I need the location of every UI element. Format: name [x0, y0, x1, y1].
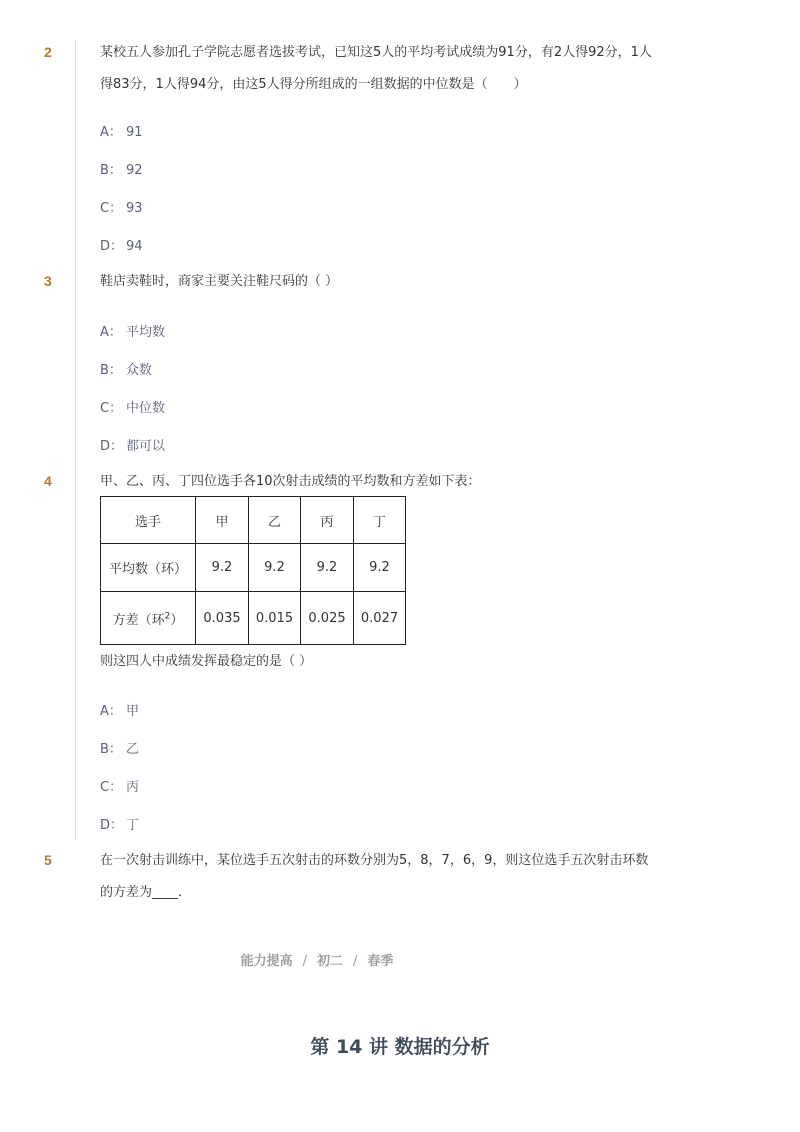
breadcrumb-item: 初二 — [316, 954, 343, 969]
question-text — [100, 37, 660, 101]
table-cell: 丙 — [301, 497, 354, 544]
option-letter: B： — [100, 363, 122, 378]
page-title: 第 14 讲 数据的分析 — [310, 1036, 490, 1058]
option-text: 都可以 — [126, 439, 166, 454]
question-number: 5 — [44, 852, 52, 868]
table-cell: 乙 — [249, 497, 301, 544]
option-a[interactable] — [100, 121, 143, 140]
option-text: 93 — [126, 201, 143, 216]
table-cell: 9.2 — [354, 544, 406, 592]
option-text: 甲 — [126, 704, 140, 719]
breadcrumb-item: 春季 — [367, 954, 394, 969]
table-cell — [101, 592, 196, 645]
option-c[interactable] — [100, 197, 143, 216]
table-cell: 9.2 — [249, 544, 301, 592]
option-text: 众数 — [126, 363, 153, 378]
option-b[interactable] — [100, 159, 143, 178]
question-line: 甲、乙、丙、丁四位选手各10次射击成绩的平均数和方差如下表： — [100, 474, 481, 489]
breadcrumb-separator: / — [353, 954, 358, 969]
option-b[interactable] — [100, 359, 152, 378]
option-letter: A： — [100, 325, 122, 340]
option-text: 丙 — [126, 780, 140, 795]
option-c[interactable] — [100, 397, 165, 416]
question-text — [100, 266, 660, 298]
superscript: 2 — [164, 611, 171, 622]
option-letter: C： — [100, 780, 123, 795]
option-text: 94 — [126, 239, 143, 254]
question-line: 得83分，1人得94分，由这5人得分所组成的一组数据的中位数是（ ） — [100, 77, 527, 92]
option-d[interactable] — [100, 814, 139, 833]
question-text — [100, 466, 660, 498]
table-cell: 选手 — [101, 497, 196, 544]
option-text: 中位数 — [126, 401, 166, 416]
question-text: 则这四人中成绩发挥最稳定的是（ ） — [100, 654, 313, 669]
breadcrumb-separator: / — [302, 954, 307, 969]
option-a[interactable] — [100, 700, 139, 719]
table-row — [101, 592, 406, 645]
option-text: 91 — [126, 125, 143, 140]
table-cell: 平均数（环） — [101, 544, 196, 592]
option-letter: C： — [100, 201, 123, 216]
question-line: 某校五人参加孔子学院志愿者选拔考试，已知这5人的平均考试成绩为91分，有2人得92分，1人 — [100, 45, 652, 60]
table-cell: 甲 — [196, 497, 249, 544]
table-header-row — [101, 497, 406, 544]
table-cell: 0.025 — [301, 592, 354, 645]
option-letter: A： — [100, 125, 122, 140]
option-text: 丁 — [126, 818, 140, 833]
stats-table — [100, 496, 406, 645]
question-line: 鞋店卖鞋时，商家主要关注鞋尺码的（ ） — [100, 274, 339, 289]
option-d[interactable] — [100, 435, 165, 454]
table-cell: 丁 — [354, 497, 406, 544]
table-cell: 0.035 — [196, 592, 249, 645]
option-letter: A： — [100, 704, 122, 719]
option-a[interactable] — [100, 321, 165, 340]
variance-label: 方差（环 — [112, 612, 165, 628]
option-letter: D： — [100, 818, 124, 833]
option-d[interactable] — [100, 235, 143, 254]
question-number: 3 — [44, 273, 52, 289]
breadcrumb — [0, 950, 634, 969]
option-letter: D： — [100, 239, 124, 254]
question-text — [100, 845, 660, 909]
option-letter: C： — [100, 401, 123, 416]
question-number: 4 — [44, 473, 52, 489]
option-text: 平均数 — [126, 325, 166, 340]
option-letter: B： — [100, 163, 122, 178]
option-text: 乙 — [126, 742, 140, 757]
variance-label-close: ） — [170, 612, 184, 628]
table-row — [101, 544, 406, 592]
option-letter: D： — [100, 439, 124, 454]
question-line: 的方差为____． — [100, 885, 192, 900]
option-b[interactable] — [100, 738, 139, 757]
table-cell: 0.015 — [249, 592, 301, 645]
option-letter: B： — [100, 742, 122, 757]
question-number: 2 — [44, 44, 52, 60]
breadcrumb-item: 能力提高 — [240, 954, 293, 969]
question-line: 在一次射击训练中，某位选手五次射击的环数分别为5，8，7，6，9，则这位选手五次射击环数 — [100, 853, 649, 868]
table-cell: 9.2 — [196, 544, 249, 592]
option-c[interactable] — [100, 776, 139, 795]
option-text: 92 — [126, 163, 143, 178]
left-guide-line — [75, 40, 76, 840]
table-cell: 0.027 — [354, 592, 406, 645]
table-cell: 9.2 — [301, 544, 354, 592]
